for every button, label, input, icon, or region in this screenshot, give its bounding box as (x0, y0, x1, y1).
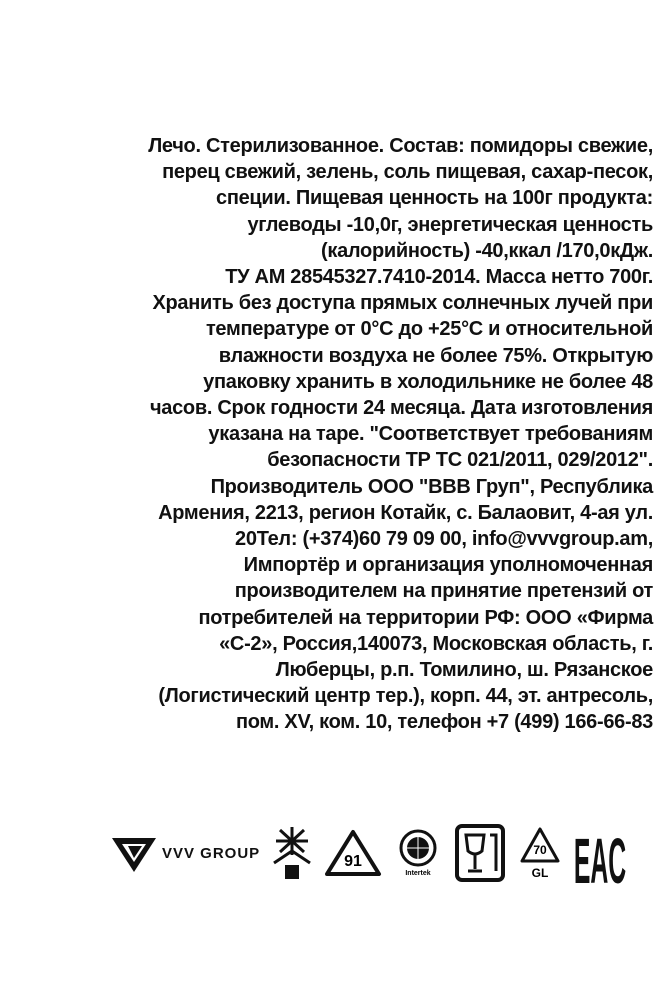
label-line: «С-2», Россия,140073, Московская область, г. (219, 632, 653, 655)
label-line: 20Тел: (+374)60 79 09 00, info@vvvgroup.am, (235, 528, 653, 551)
label-line: температуре от 0°С до +25°С и относительной (205, 318, 653, 341)
intertek-globe-icon (394, 828, 442, 878)
intertek-label: Intertek (405, 870, 431, 877)
food-safe-glass-fork-icon (454, 823, 506, 883)
label-line: Люберцы, р.п. Томилино, ш. Рязанское (275, 659, 653, 682)
keep-away-from-sunlight-icon (272, 825, 312, 881)
label-line: Импортёр и организация уполномоченная (243, 554, 653, 577)
recycle-70-label: 70 (533, 843, 547, 857)
label-line: ТУ АМ 28545327.7410-2014. Масса нетто 700г. (225, 266, 653, 289)
label-line: перец свежий, зелень, соль пищевая, сахар-песок, (162, 161, 653, 184)
label-line: влажности воздуха не более 75%. Открытую (218, 344, 653, 367)
brand-logo (112, 832, 260, 874)
recycling-70-gl-icon (518, 825, 562, 881)
recycling-91-icon (324, 828, 382, 878)
label-line: Хранить без доступа прямых солнечных лучей при (152, 292, 653, 315)
label-line: Лечо. Стерилизованное. Состав: помидоры свежие, (148, 135, 653, 157)
label-line: указана на таре. "Соответствует требованиям (208, 423, 653, 446)
label-line: пом. XV, ком. 10, телефон +7 (499) 166-66-83 (235, 711, 653, 734)
label-line: Армения, 2213, регион Котайк, с. Балаовит, 4-ая ул. (158, 501, 653, 524)
label-line: безопасности ТР ТС 021/2011, 029/2012". (267, 449, 653, 472)
eac-mark-label: EAC (574, 826, 627, 885)
label-text (6, 133, 653, 736)
label-line: производителем на принятие претензий от (234, 580, 653, 603)
label-line: упаковку хранить в холодильнике не более 48 (203, 370, 653, 393)
recycle-70-sub-label: GL (531, 866, 549, 880)
vvv-logo-icon (112, 832, 156, 874)
label-line: потребителей на территории РФ: ООО «Фирма (198, 606, 653, 629)
certification-icons (112, 818, 638, 888)
brand-name: VVV GROUP (162, 844, 261, 862)
label-line: специи. Пищевая ценность на 100г продукта: (216, 187, 653, 210)
recycle-91-label: 91 (344, 853, 363, 870)
label-line: Производитель ООО "ВВВ Груп", Республика (210, 475, 653, 498)
label-line: (Логистический центр тер.), корп. 44, эт. антресоль, (158, 685, 653, 708)
label-line: часов. Срок годности 24 месяца. Дата изготовления (149, 397, 653, 420)
label-line: углеводы -10,0г, энергетическая ценность (247, 213, 653, 236)
label-line: (калорийность) -40,ккал /170,0кДж. (321, 239, 653, 262)
eac-mark-icon (574, 821, 626, 885)
